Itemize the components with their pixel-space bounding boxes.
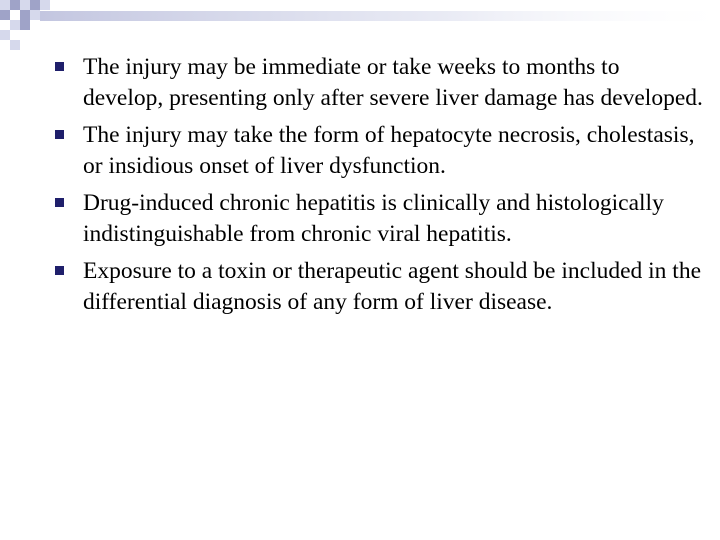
deco-square <box>20 0 30 10</box>
deco-square <box>0 30 10 40</box>
deco-square <box>30 10 40 20</box>
deco-square <box>30 0 40 10</box>
bullet-text: The injury may be immediate or take weeks to months to develop, presenting only after severe liver damage has developed. <box>83 54 703 111</box>
deco-square <box>20 20 30 30</box>
square-bullet-icon <box>55 62 64 71</box>
square-bullet-icon <box>55 198 64 207</box>
bullet-item <box>55 256 705 318</box>
square-bullet-icon <box>55 266 64 275</box>
deco-square <box>10 40 20 50</box>
deco-square <box>10 20 20 30</box>
bullet-list <box>55 52 705 324</box>
header-checker-decoration <box>0 0 720 60</box>
bullet-text: Drug-induced chronic hepatitis is clinically and histologically indistinguishable from chronic viral hepatitis. <box>83 190 664 247</box>
deco-square <box>0 0 10 10</box>
bullet-item <box>55 52 705 114</box>
deco-square <box>10 0 20 10</box>
bullet-text: Exposure to a toxin or therapeutic agent should be included in the differential diagnosis of any form of liver disease. <box>83 258 702 315</box>
bullet-item <box>55 188 705 250</box>
deco-square <box>0 10 10 20</box>
bullet-item <box>55 120 705 182</box>
deco-square <box>20 10 30 20</box>
bullet-text: The injury may take the form of hepatocyte necrosis, cholestasis, or insidious onset of liver dysfunction. <box>83 122 695 179</box>
header-band <box>40 11 720 21</box>
deco-square <box>40 0 50 10</box>
square-bullet-icon <box>55 130 64 139</box>
